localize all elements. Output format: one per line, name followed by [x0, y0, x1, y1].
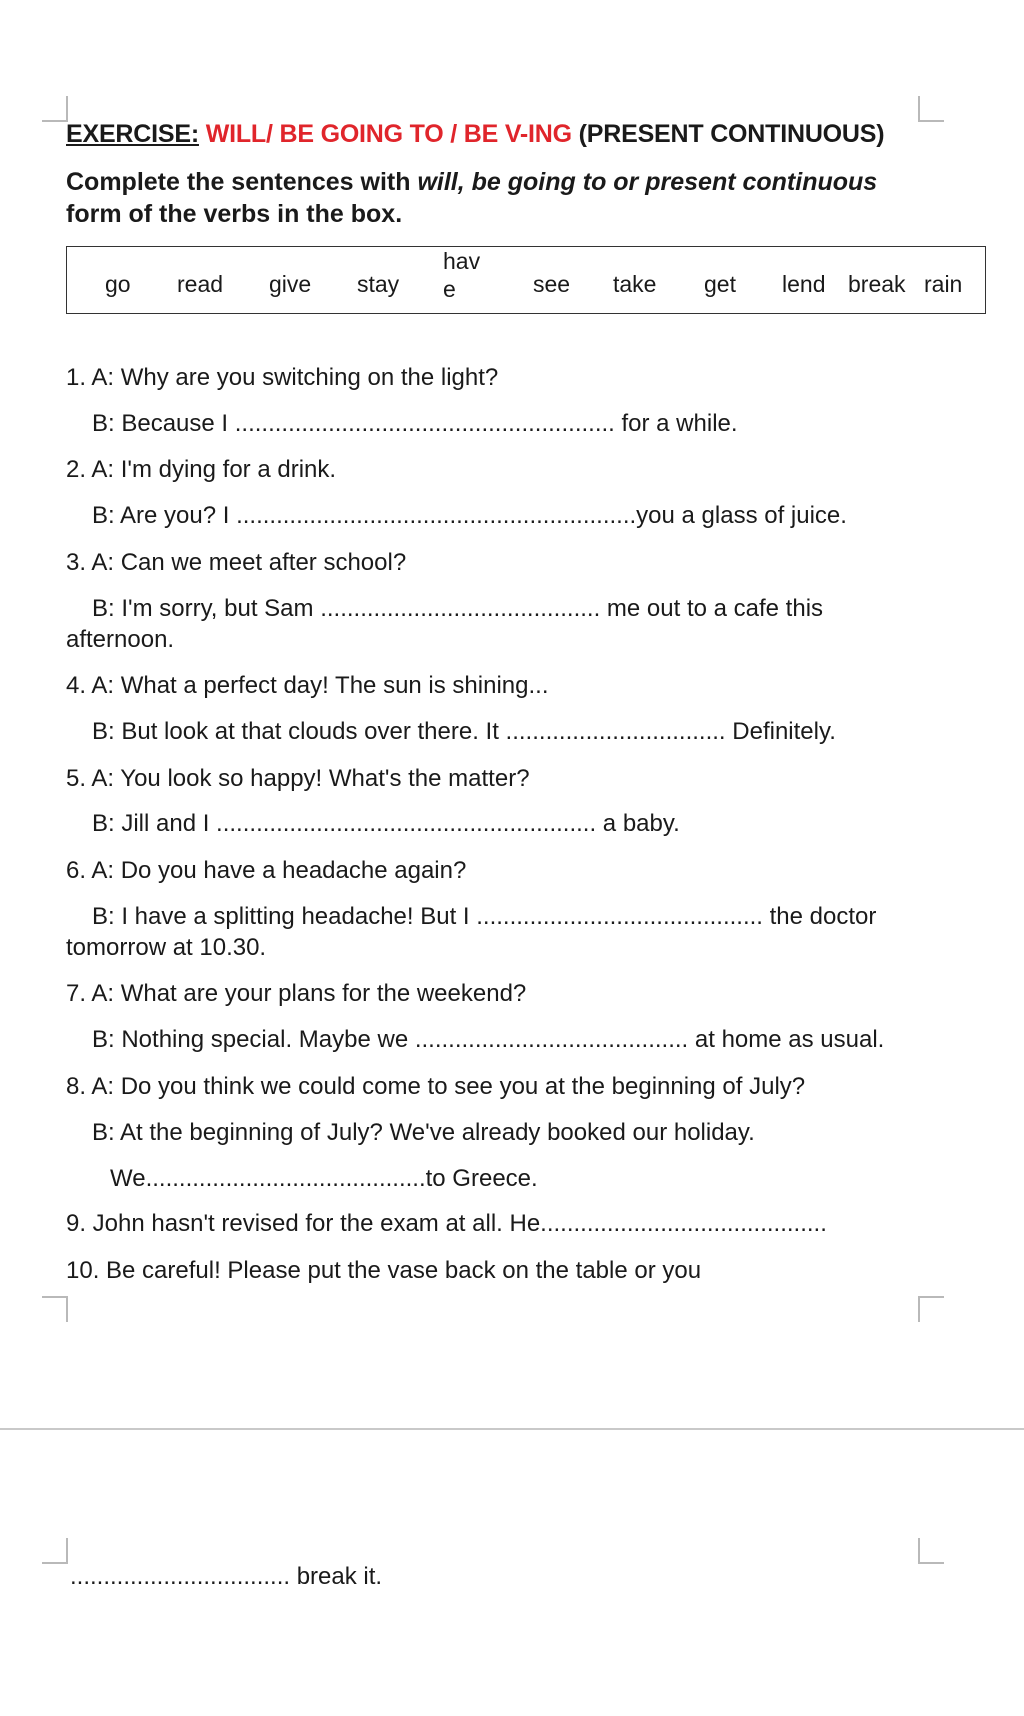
instruction-emphasis: will, be going to or present continuous	[417, 168, 878, 196]
question-10: 10. Be careful! Please put the vase back on the table or you	[66, 1257, 702, 1284]
question-4-a: 4. A: What a perfect day! The sun is shining...	[66, 672, 549, 699]
verb-rain: rain	[924, 271, 963, 297]
verb-have-top: hav	[443, 248, 481, 274]
verb-see: see	[533, 271, 571, 297]
page-corner-mark	[918, 1538, 944, 1564]
question-7-b: B: Nothing special. Maybe we ......................................... at home as usual.	[92, 1026, 885, 1053]
title-suffix: (PRESENT CONTINUOUS)	[578, 120, 885, 148]
verb-read: read	[177, 271, 224, 297]
instructions	[66, 166, 926, 230]
verb-have-bottom: e	[443, 276, 456, 302]
verb-get: get	[704, 271, 736, 297]
verb-lend: lend	[782, 271, 826, 297]
question-2-b: B: Are you? I ............................................................you a glass of juice.	[92, 502, 847, 529]
verb-take: take	[613, 271, 657, 297]
verb-break: break	[848, 271, 906, 297]
question-6-b: B: I have a splitting headache! But I ........................................... the doctor	[92, 903, 877, 930]
question-9: 9. John hasn't revised for the exam at all. He...........................................	[66, 1210, 827, 1237]
question-1-a: 1. A: Why are you switching on the light?	[66, 364, 499, 391]
question-8-a: 8. A: Do you think we could come to see you at the beginning of July?	[66, 1073, 806, 1100]
question-5-a: 5. A: You look so happy! What's the matter?	[66, 765, 530, 792]
question-8-c: We..........................................to Greece.	[110, 1165, 538, 1192]
page-corner-mark	[42, 96, 68, 122]
question-8-b: B: At the beginning of July? We've already booked our holiday.	[92, 1119, 755, 1146]
instruction-text: Complete the sentences with	[66, 168, 418, 196]
verb-stay: stay	[357, 271, 400, 297]
page-corner-mark	[42, 1296, 68, 1322]
question-3-b: B: I'm sorry, but Sam .......................................... me out to a cafe this	[92, 595, 824, 622]
question-2-a: 2. A: I'm dying for a drink.	[66, 456, 337, 483]
page-corner-mark	[918, 1296, 944, 1322]
question-7-a: 7. A: What are your plans for the weekend?	[66, 980, 527, 1007]
verb-box	[66, 246, 986, 314]
title-prefix: EXERCISE:	[66, 120, 199, 148]
instruction-text: form of the verbs in the box.	[66, 200, 403, 228]
question-3-c: afternoon.	[66, 626, 175, 653]
question-1-b: B: Because I ......................................................... for a while.	[92, 410, 738, 437]
question-6-a: 6. A: Do you have a headache again?	[66, 857, 467, 884]
title-topic: WILL/ BE GOING TO / BE V-ING	[205, 120, 572, 148]
question-6-c: tomorrow at 10.30.	[66, 934, 267, 961]
question-3-a: 3. A: Can we meet after school?	[66, 549, 407, 576]
page-corner-mark	[42, 1538, 68, 1564]
exercise-title	[66, 120, 884, 149]
page-break-divider	[0, 1428, 1024, 1430]
question-4-b: B: But look at that clouds over there. It ................................. Definitely.	[92, 718, 836, 745]
verb-go: go	[105, 271, 131, 297]
question-10-continued: ................................. break it.	[70, 1563, 383, 1590]
verb-give: give	[269, 271, 312, 297]
question-5-b: B: Jill and I ......................................................... a baby.	[92, 810, 680, 837]
page-corner-mark	[918, 96, 944, 122]
